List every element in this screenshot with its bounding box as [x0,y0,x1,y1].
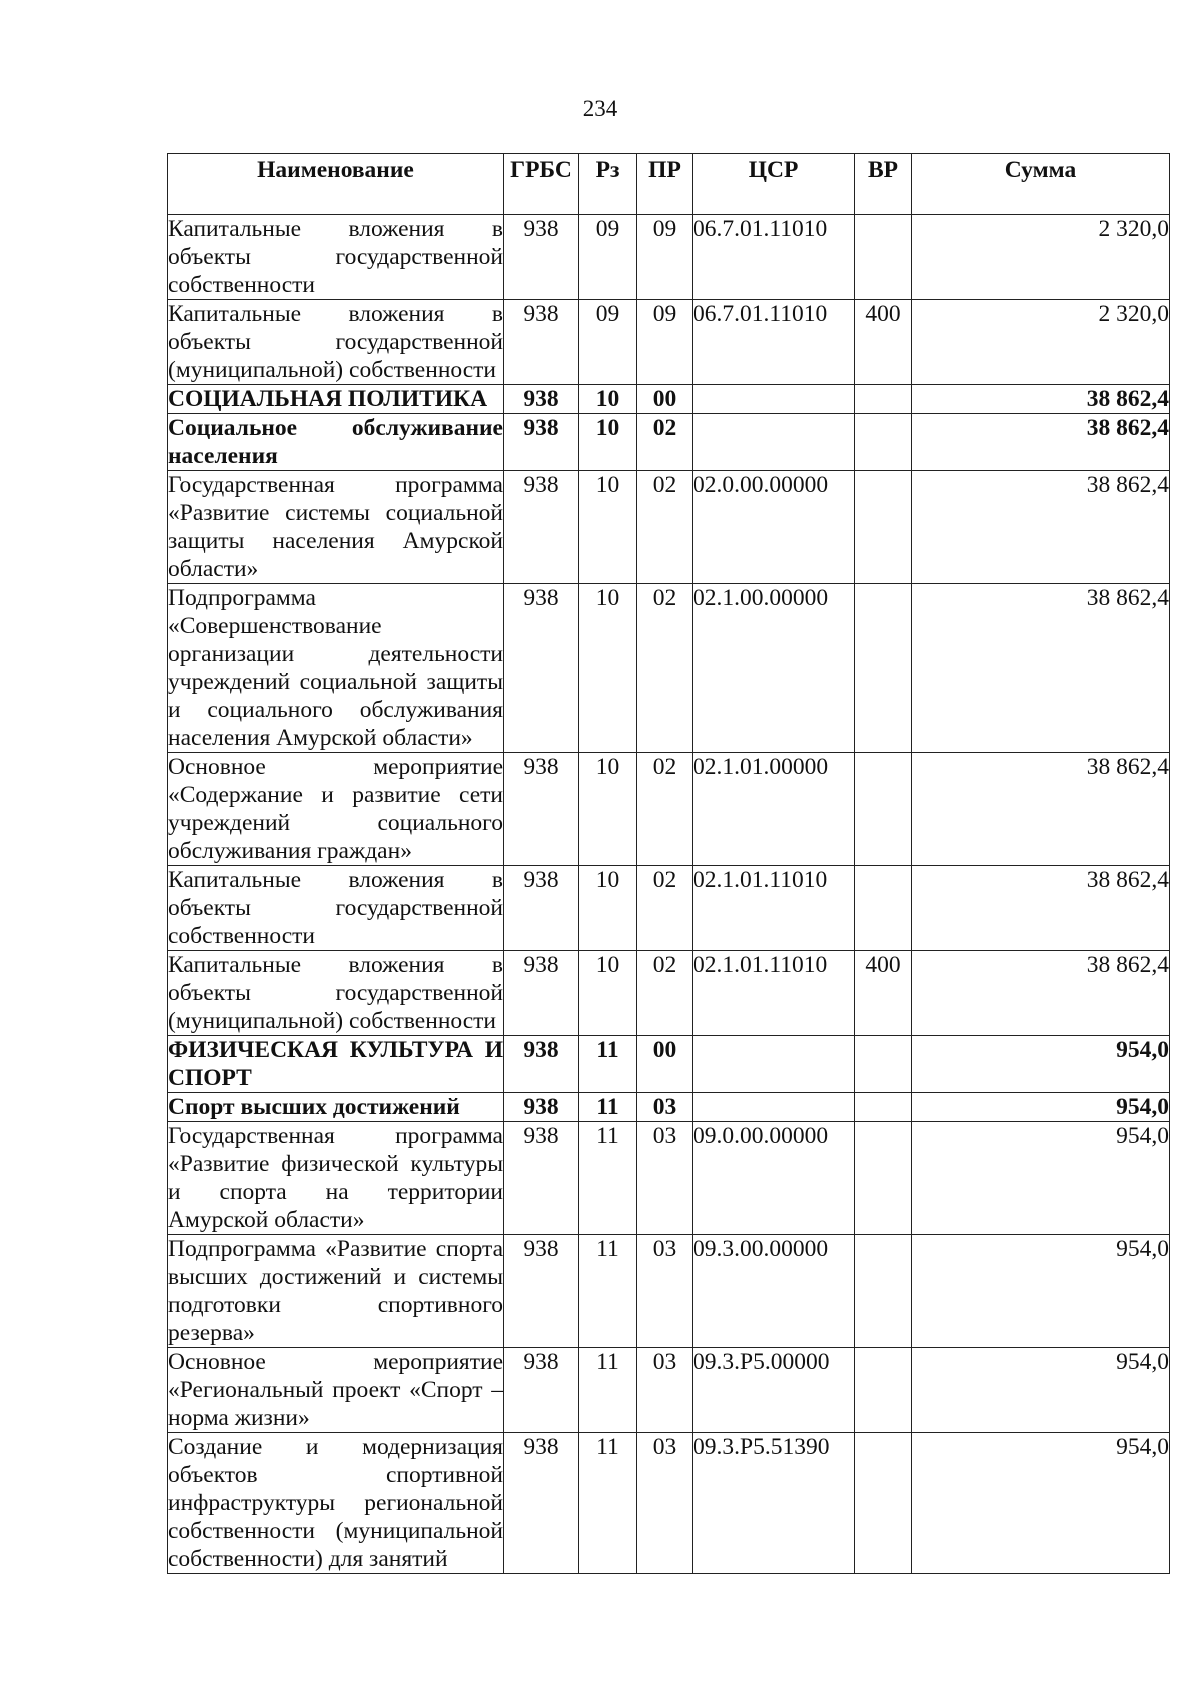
cell-pr: 02 [637,951,693,1036]
cell-pr: 02 [637,471,693,584]
table-row [168,215,1170,300]
cell-vr [855,1433,912,1574]
cell-grbs: 938 [504,215,579,300]
cell-sum: 2 320,0 [912,300,1170,385]
cell-name: Основное мероприятие «Региональный проект «Спорт – норма жизни» [168,1349,503,1431]
table-row [168,584,1170,753]
cell-name: СОЦИАЛЬНАЯ ПОЛИТИКА [168,385,504,414]
cell-grbs: 938 [504,1036,579,1093]
cell-csr: 02.1.00.00000 [693,584,855,753]
header-pr: ПР [637,154,693,215]
header-vr: ВР [855,154,912,215]
header-csr: ЦСР [693,154,855,215]
cell-vr [855,866,912,951]
cell-grbs: 938 [504,951,579,1036]
cell-pr: 03 [637,1093,693,1122]
cell-csr: 06.7.01.11010 [693,300,855,385]
table-row [168,1093,1170,1122]
cell-vr [855,471,912,584]
cell-name: Основное мероприятие «Содержание и развитие сети учреждений социального обслуживания граждан» [168,754,503,864]
cell-csr: 06.7.01.11010 [693,215,855,300]
table-row [168,1348,1170,1433]
cell-name: Создание и модернизация объектов спортивной инфраструктуры региональной собственности (муниципальной собственности) для занятий [168,1434,503,1572]
cell-name: Социальное обслуживание населения [168,415,503,469]
cell-pr: 02 [637,414,693,471]
cell-rz: 11 [579,1093,637,1122]
cell-grbs: 938 [504,1122,579,1235]
cell-vr [855,385,912,414]
table-row [168,1433,1170,1574]
table-row [168,471,1170,584]
cell-pr: 00 [637,1036,693,1093]
cell-rz: 10 [579,385,637,414]
cell-rz: 09 [579,215,637,300]
cell-csr: 09.3.00.00000 [693,1235,855,1348]
cell-name: Капитальные вложения в объекты государственной (муниципальной) собственности [168,301,503,383]
cell-csr: 09.3.Р5.51390 [693,1433,855,1574]
cell-csr [693,1093,855,1122]
table-row [168,414,1170,471]
cell-name: Государственная программа «Развитие физической культуры и спорта на территории Амурской области» [168,1123,503,1233]
cell-sum: 38 862,4 [912,753,1170,866]
cell-grbs: 938 [504,584,579,753]
cell-grbs: 938 [504,385,579,414]
cell-rz: 11 [579,1122,637,1235]
cell-rz: 11 [579,1235,637,1348]
cell-sum: 954,0 [912,1433,1170,1574]
cell-grbs: 938 [504,1433,579,1574]
cell-pr: 02 [637,753,693,866]
cell-vr [855,584,912,753]
cell-sum: 38 862,4 [912,385,1170,414]
cell-rz: 10 [579,753,637,866]
cell-vr: 400 [855,951,912,1036]
cell-sum: 2 320,0 [912,215,1170,300]
table-row [168,385,1170,414]
table-row [168,1122,1170,1235]
cell-sum: 38 862,4 [912,866,1170,951]
cell-pr: 02 [637,584,693,753]
cell-sum: 954,0 [912,1348,1170,1433]
cell-name: Капитальные вложения в объекты государственной (муниципальной) собственности [168,952,503,1034]
table-row [168,753,1170,866]
cell-rz: 11 [579,1433,637,1574]
cell-grbs: 938 [504,866,579,951]
cell-sum: 38 862,4 [912,584,1170,753]
cell-pr: 03 [637,1433,693,1574]
cell-pr: 03 [637,1348,693,1433]
cell-vr: 400 [855,300,912,385]
cell-pr: 02 [637,866,693,951]
table-row [168,866,1170,951]
budget-table [167,153,1170,1574]
cell-sum: 954,0 [912,1235,1170,1348]
cell-sum: 38 862,4 [912,951,1170,1036]
cell-name: Подпрограмма «Развитие спорта высших достижений и системы подготовки спортивного резерва» [168,1236,503,1346]
cell-vr [855,1093,912,1122]
cell-name: Спорт высших достижений [168,1093,504,1122]
header-grbs: ГРБС [504,154,579,215]
cell-rz: 11 [579,1036,637,1093]
cell-vr [855,1235,912,1348]
cell-sum: 38 862,4 [912,471,1170,584]
cell-vr [855,1348,912,1433]
table-row [168,1036,1170,1093]
cell-sum: 38 862,4 [912,414,1170,471]
cell-csr: 09.3.Р5.00000 [693,1348,855,1433]
cell-csr: 02.0.00.00000 [693,471,855,584]
cell-csr [693,1036,855,1093]
cell-csr [693,414,855,471]
cell-name: Государственная программа «Развитие системы социальной защиты населения Амурской области» [168,472,503,582]
header-rz: Рз [579,154,637,215]
cell-vr [855,753,912,866]
cell-vr [855,215,912,300]
table-row [168,1235,1170,1348]
cell-pr: 03 [637,1235,693,1348]
cell-grbs: 938 [504,1235,579,1348]
cell-pr: 00 [637,385,693,414]
cell-name: Капитальные вложения в объекты государственной собственности [168,216,503,298]
cell-csr: 02.1.01.11010 [693,951,855,1036]
cell-rz: 10 [579,414,637,471]
cell-grbs: 938 [504,300,579,385]
cell-grbs: 938 [504,414,579,471]
cell-grbs: 938 [504,753,579,866]
cell-grbs: 938 [504,471,579,584]
cell-sum: 954,0 [912,1093,1170,1122]
cell-rz: 11 [579,1348,637,1433]
table-row [168,300,1170,385]
cell-csr [693,385,855,414]
cell-rz: 10 [579,584,637,753]
cell-pr: 09 [637,300,693,385]
cell-pr: 03 [637,1122,693,1235]
cell-pr: 09 [637,215,693,300]
cell-csr: 09.0.00.00000 [693,1122,855,1235]
cell-name: Капитальные вложения в объекты государственной собственности [168,867,503,949]
cell-rz: 09 [579,300,637,385]
cell-rz: 10 [579,866,637,951]
header-name: Наименование [168,154,504,215]
cell-vr [855,414,912,471]
cell-name: ФИЗИЧЕСКАЯ КУЛЬТУРА И СПОРТ [168,1037,503,1091]
cell-name: Подпрограмма «Совершенствование организации деятельности учреждений социальной защиты и социального обслуживания населения Амурской области» [168,585,503,751]
header-sum: Сумма [912,154,1170,215]
cell-vr [855,1122,912,1235]
cell-vr [855,1036,912,1093]
cell-csr: 02.1.01.11010 [693,866,855,951]
cell-grbs: 938 [504,1348,579,1433]
cell-rz: 10 [579,951,637,1036]
cell-csr: 02.1.01.00000 [693,753,855,866]
table-header-row [168,154,1170,215]
cell-sum: 954,0 [912,1122,1170,1235]
table-row [168,951,1170,1036]
cell-grbs: 938 [504,1093,579,1122]
cell-sum: 954,0 [912,1036,1170,1093]
page-number: 234 [582,96,618,121]
cell-rz: 10 [579,471,637,584]
